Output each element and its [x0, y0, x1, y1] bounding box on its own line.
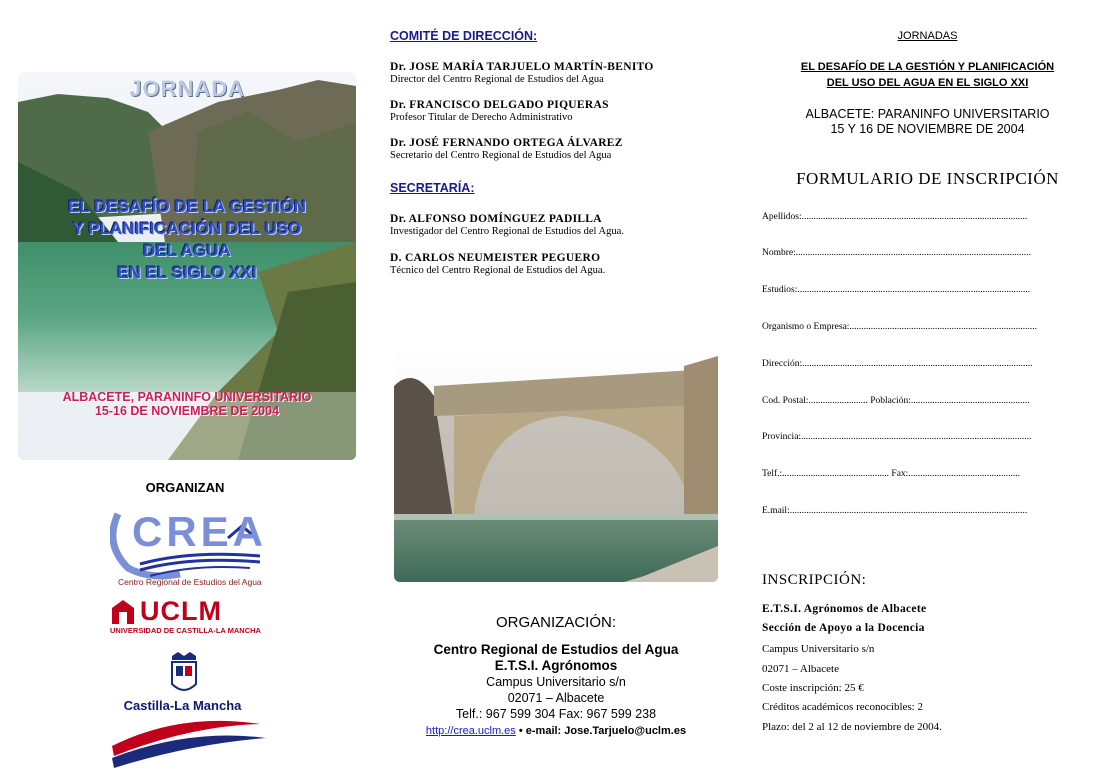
member-name: Dr. FRANCISCO DELGADO PIQUERAS	[390, 99, 609, 111]
website-link[interactable]: http://crea.uclm.es	[425, 725, 516, 737]
direccion-field[interactable]: Dirección:.................................................................................................	[762, 359, 1033, 369]
clm-wordmark: Castilla-La Mancha	[123, 698, 242, 713]
cover-panel	[0, 0, 370, 780]
insc-school: E.T.S.I. Agrónomos de Albacete	[762, 603, 927, 615]
uclm-emblem-icon	[110, 598, 136, 626]
crea-logo	[110, 506, 270, 592]
crea-wordmark: CREA	[132, 508, 268, 555]
insc-section: Sección de Apoyo a la Docencia	[762, 622, 925, 634]
cover-place-line: 15-16 DE NOVIEMBRE DE 2004	[94, 404, 280, 418]
org-contact-line	[370, 722, 742, 739]
uclm-logo	[110, 596, 270, 642]
org-campus: Campus Universitario s/n	[486, 675, 626, 689]
event-title	[742, 59, 1113, 91]
org-postcode: 02071 – Albacete	[507, 691, 605, 705]
insc-postcode: 02071 – Albacete	[762, 663, 839, 675]
organizan-label: ORGANIZAN	[145, 480, 225, 495]
jornadas-label: JORNADAS	[897, 30, 958, 42]
cover-place-line: ALBACETE, PARANINFO UNIVERSITARIO	[62, 390, 312, 404]
secretaria-member	[390, 213, 730, 237]
coat-of-arms-icon	[164, 650, 204, 698]
secretaria-heading: SECRETARÍA:	[390, 181, 475, 195]
organizacion-heading: ORGANIZACIÓN:	[495, 614, 616, 631]
castilla-la-mancha-logo	[110, 650, 270, 768]
member-name: Dr. JOSE MARÍA TARJUELO MARTÍN-BENITO	[390, 61, 654, 73]
committee-panel	[370, 0, 742, 780]
cover-title	[18, 196, 356, 284]
cover-title-line: DEL AGUA	[143, 241, 231, 260]
committee-member	[390, 61, 730, 85]
cover-photo	[18, 72, 356, 460]
committee-member	[390, 137, 730, 161]
uclm-subtitle: UNIVERSIDAD DE CASTILLA-LA MANCHA	[110, 626, 261, 635]
cover-jornada: JORNADA	[129, 76, 245, 101]
organizacion-address	[370, 642, 742, 739]
organismo-field[interactable]: Organismo o Empresa:...............................................................................	[762, 322, 1038, 332]
org-name: Centro Regional de Estudios del Agua	[433, 642, 679, 657]
email-text: • e-mail: Jose.Tarjuelo@uclm.es	[515, 725, 687, 737]
cover-title-line: EL DESAFÍO DE LA GESTIÓN	[67, 197, 307, 216]
provincia-field[interactable]: Provincia:.................................................................................................	[762, 432, 1032, 442]
cover-place	[18, 390, 356, 418]
member-role: Director del Centro Regional de Estudios del Agua	[390, 74, 604, 85]
telf-fax-field[interactable]: Telf.:............................................. Fax:...............................................	[762, 469, 1020, 479]
crea-subtitle: Centro Regional de Estudios del Agua	[118, 577, 262, 587]
member-name: D. CARLOS NEUMEISTER PEGUERO	[390, 252, 601, 264]
insc-campus: Campus Universitario s/n	[762, 643, 875, 655]
insc-deadline: Plazo: del 2 al 12 de noviembre de 2004.	[762, 721, 942, 733]
event-title-line: DEL USO DEL AGUA EN EL SIGLO XXI	[826, 77, 1029, 89]
email-field[interactable]: E.mail:....................................................................................................	[762, 506, 1028, 516]
member-role: Profesor Titular de Derecho Administrativo	[390, 112, 573, 123]
clm-swoosh-graphic	[110, 716, 270, 768]
nombre-field[interactable]: Nombre:...................................................................................................	[762, 248, 1031, 258]
cover-title-line: Y PLANIFICACIÓN DEL USO	[72, 219, 302, 238]
estudios-field[interactable]: Estudios:..................................................................................................	[762, 285, 1031, 295]
venue-line: ALBACETE: PARANINFO UNIVERSITARIO	[805, 107, 1050, 121]
postal-poblacion-field[interactable]: Cod. Postal:......................... Población:..................................................	[762, 396, 1030, 406]
bridge-photo	[394, 346, 718, 582]
cover-title-line: EN EL SIGLO XXI	[117, 263, 257, 282]
form-heading: FORMULARIO DE INSCRIPCIÓN	[796, 169, 1059, 188]
committee-member	[390, 99, 730, 123]
registration-panel	[742, 0, 1113, 780]
member-role: Técnico del Centro Regional de Estudios del Agua.	[390, 265, 606, 276]
event-title-line: EL DESAFÍO DE LA GESTIÓN Y PLANIFICACIÓN	[800, 61, 1055, 73]
member-name: Dr. JOSÉ FERNANDO ORTEGA ÁLVAREZ	[390, 137, 623, 149]
member-name: Dr. ALFONSO DOMÍNGUEZ PADILLA	[390, 213, 602, 225]
insc-cost: Coste inscripción: 25 €	[762, 682, 864, 694]
insc-credits: Créditos académicos reconocibles: 2	[762, 701, 923, 713]
date-line: 15 Y 16 DE NOVIEMBRE DE 2004	[830, 122, 1025, 136]
member-role: Investigador del Centro Regional de Estudios del Agua.	[390, 226, 624, 237]
uclm-wordmark: UCLM	[140, 596, 222, 626]
stone-bridge-image	[394, 346, 718, 582]
event-venue	[742, 107, 1113, 137]
member-role: Secretario del Centro Regional de Estudios del Agua	[390, 150, 612, 161]
inscripcion-heading: INSCRIPCIÓN:	[762, 572, 867, 588]
secretaria-member	[390, 252, 730, 276]
apellidos-field[interactable]: Apellidos:...............................................................................................	[762, 212, 1028, 222]
org-school: E.T.S.I. Agrónomos	[494, 658, 618, 673]
comite-heading: COMITÉ DE DIRECCIÓN:	[390, 29, 538, 43]
org-phone: Telf.: 967 599 304 Fax: 967 599 238	[455, 707, 657, 721]
